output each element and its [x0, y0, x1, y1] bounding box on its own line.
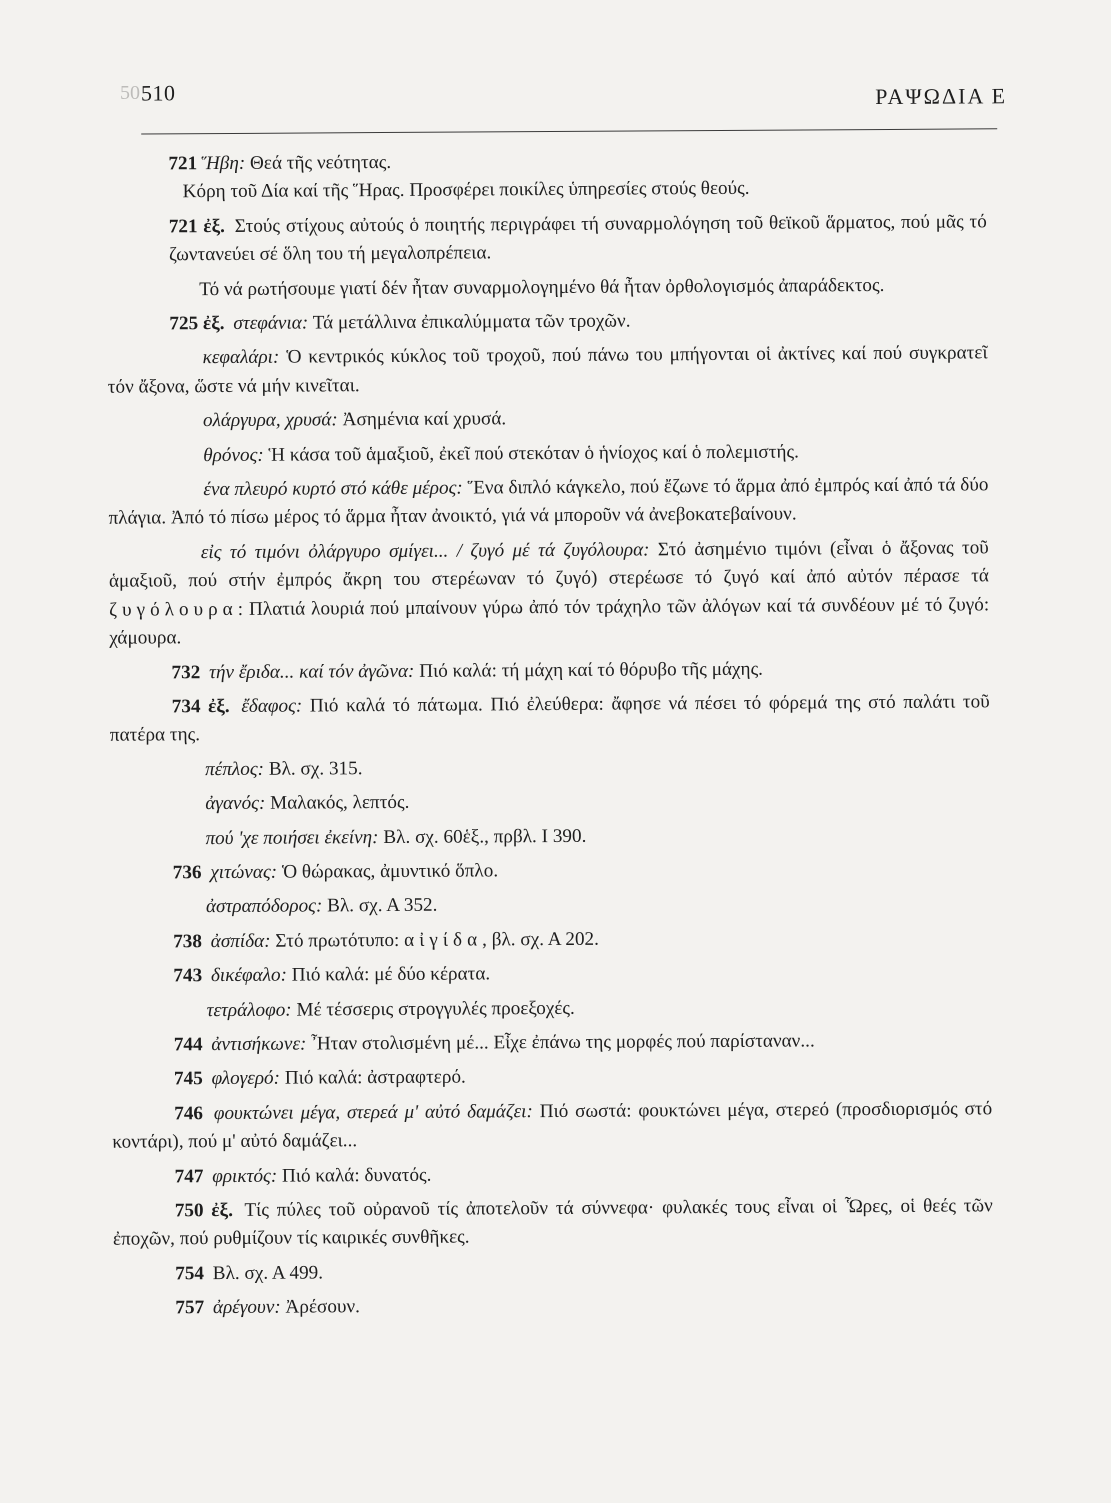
sub-note — [110, 820, 990, 854]
note-text: Ἀσημένια καί χρυσά. — [337, 408, 507, 431]
note-text: Στό πρωτότυπο: — [270, 929, 405, 952]
lemma-text: θρόνος: — [203, 444, 264, 466]
sub-note — [112, 992, 992, 1026]
page-number: 510 — [140, 80, 176, 106]
lemma-text: τήν ἔριδα... καί τόν ἀγῶνα: — [204, 660, 415, 683]
sub-note — [109, 534, 990, 653]
note-text: Ἦταν στολισμένη μέ... Εἶχε ἐπάνω της μορφές πού παρίσταναν... — [306, 1030, 815, 1055]
lemma-text: ἀσπίδα: — [205, 930, 271, 952]
line-number: 725 ἐξ. — [169, 313, 225, 335]
sub-note — [108, 340, 988, 402]
note-text: Ἡ κάσα τοῦ ἁμαξιοῦ, ἐκεῖ πού στεκόταν ὁ ἡνίοχος καί ὁ πολεμιστής. — [263, 441, 799, 466]
spaced-term: ζυγόλουρα — [109, 598, 238, 621]
note-text: Βλ. σχ. 315. — [263, 757, 363, 780]
note-entry — [106, 145, 986, 207]
note-text: Μαλακός, λεπτός. — [265, 792, 410, 814]
note-entry — [113, 1158, 993, 1192]
header-rule — [141, 128, 997, 134]
note-text: Μέ τέσσερις στρογγυλές προεξοχές. — [291, 997, 575, 1021]
note-entry — [113, 1290, 993, 1324]
lemma-text: ἀστραπόδορος: — [205, 895, 323, 918]
lemma-text: πού 'χε ποιήσει ἐκείνη: — [205, 826, 379, 849]
note-text: Ἕνα διπλό κάγκελο, πού ἔζωνε τό ἅρμα ἀπό ἐμπρός καί ἀπό τά δύο πλάγια. Ἀπό τό πίσω μέρος τό ἅρμα ἦταν ἀνοικτό, γιά νά μποροῦν νά ἀνεβοκατεβαίνουν. — [108, 474, 989, 530]
lemma-text: ἔδαφος: — [233, 695, 303, 717]
note-text: : Πλατιά λουριά πού μπαίνουν γύρω ἀπό τόν τράχηλο τῶν ἀλόγων καί τά συνδέουν μέ τό ζυγό: χάμουρα. — [109, 594, 990, 649]
lemma-text: ολάργυρα, χρυσά: — [202, 409, 338, 432]
spaced-term: αἰγίδα — [404, 929, 483, 951]
lemma-text: φουκτώνει μέγα, στερεά μ' αὐτό δαμάζει: — [206, 1100, 533, 1124]
lemma-text: φρικτός: — [207, 1165, 278, 1187]
lemma-text: Ἥβη: — [201, 152, 246, 175]
lemma-text: ἀντισήκωνε: — [206, 1033, 307, 1056]
lemma-text: στεφάνια: — [228, 312, 309, 335]
note-text: Θεά τῆς νεότητας. — [245, 151, 392, 174]
note-text: , βλ. σχ. Α 202. — [482, 928, 599, 951]
note-entry — [111, 923, 991, 957]
note-continuation: Κόρη τοῦ Δία καί τῆς Ἥρας. Προσφέρει ποικίλες ὑπηρεσίες στούς θεούς. — [182, 178, 750, 203]
lemma-text: κεφαλάρι: — [202, 347, 280, 369]
line-number: 732 — [171, 661, 201, 683]
note-text: Βλ. σχ. Α 352. — [322, 895, 438, 917]
line-number: 738 — [173, 930, 203, 953]
note-entry — [112, 1061, 992, 1095]
note-text: Πιό καλά: μέ δύο κέρατα. — [286, 963, 491, 986]
note-text: Βλ. σχ. Α 499. — [207, 1262, 324, 1284]
lemma-text: ἀρέγουν: — [208, 1296, 281, 1319]
running-head — [141, 75, 1007, 118]
note-entry — [111, 854, 991, 888]
lemma-text: χιτώνας: — [205, 861, 278, 884]
line-number: 745 — [173, 1068, 203, 1090]
note-entry — [110, 688, 990, 750]
commentary-notes — [106, 145, 993, 1329]
book-title: ΡΑΨΩΔΙΑ Ε — [875, 83, 1008, 110]
note-entry — [109, 654, 989, 688]
line-number: 757 — [175, 1297, 205, 1319]
lemma-text: φλογερό: — [206, 1068, 281, 1090]
line-number: 721 — [168, 153, 198, 175]
note-paragraph: Τό νά ρωτήσουμε γιατί δέν ἦταν συναρμολογημένο θά ἦταν ὀρθολογισμός ἀπαράδεκτος. — [199, 274, 885, 300]
note-entry — [111, 957, 991, 991]
note-text: Στούς στίχους αὐτούς ὁ ποιητής περιγράφει τή συναρμολόγηση τοῦ θεϊκοῦ ἅρματος, πού μᾶς τό ζωντανεύει σέ ὅλη του τή μεγαλοπρέπεια. — [168, 211, 987, 266]
note-text: Ἀρέσουν. — [280, 1296, 360, 1318]
note-text: Βλ. σχ. 60ἑξ., πρβλ. Ι 390. — [378, 825, 587, 848]
line-number: 734 ἐξ. — [171, 695, 230, 718]
line-number: 746 — [174, 1102, 204, 1125]
note-text: Στό ἀσημένιο τιμόνι (εἶναι ὁ ἄξονας τοῦ ἁμαξιοῦ, πού στήν ἐμπρός ἄκρη του στερέωναν τό ζυγό) στερέωσε τό ζυγό καί ἀπό αὐτόν πέρασε τά — [108, 537, 990, 593]
note-entry — [112, 1026, 992, 1060]
line-number: 754 — [175, 1262, 205, 1285]
note-text: Πιό σωστά: φουκτώνει μέγα, στερεό (προσδιορισμός στό κοντάρι), πού μ' αὐτό δαμάζει... — [112, 1098, 993, 1153]
line-number: 750 ἐξ. — [174, 1199, 234, 1222]
lemma-text: δικέφαλο: — [206, 964, 288, 987]
sub-note — [108, 403, 988, 437]
lemma-text: τετράλοφο: — [206, 999, 292, 1021]
note-text: Τά μετάλλινα ἐπικαλύμματα τῶν τροχῶν. — [308, 310, 631, 334]
note-entry — [107, 305, 987, 339]
sub-note — [110, 785, 990, 819]
note-text: Πιό καλά: τή μάχη καί τό θόρυβο τῆς μάχης. — [414, 658, 764, 682]
sub-note — [111, 889, 991, 923]
lemma-text: ἀγανός: — [205, 792, 266, 815]
line-number: 744 — [173, 1034, 203, 1056]
sub-note — [110, 751, 990, 785]
line-number: 721 ἐξ. — [168, 215, 226, 238]
line-number: 747 — [174, 1165, 204, 1187]
lemma-text: ένα πλευρό κυρτό στό κάθε μέρος: — [203, 477, 463, 501]
note-entry — [113, 1192, 993, 1254]
line-number: 736 — [172, 862, 202, 884]
lemma-text: πέπλος: — [205, 758, 265, 780]
note-text: Πιό καλά: δυνατός. — [277, 1164, 432, 1187]
lemma-text: εἰς τό τιμόνι ὀλάργυρο σμίγει... / ζυγό μέ τά ζυγόλουρα: — [200, 539, 650, 564]
note-entry — [107, 208, 987, 270]
line-number: 743 — [173, 965, 203, 987]
note-text: Ὁ κεντρικός κύκλος τοῦ τροχοῦ, πού πάνω του μπήγονται οἱ ἀκτίνες καί πού συγκρατεῖ τόν ἄξονα, ὥστε νά μήν κινεῖται. — [107, 342, 988, 398]
note-text: Ὁ θώρακας, ἀμυντικό ὅπλο. — [277, 860, 499, 883]
note-text: Πιό καλά τό πάτωμα. Πιό ἐλεύθερα: ἄφησε νά πέσει τό φόρεμά της στό παλάτι τοῦ πατέρα της. — [109, 691, 990, 747]
sub-note — [108, 437, 988, 471]
note-text: Τίς πύλες τοῦ οὐρανοῦ τίς ἀποτελοῦν τά σύννεφα· φυλακές τους εἶναι οἱ Ὧρες, οἱ θεές τῶν ἐποχῶν, πού ρυθμίζουν τίς καιρικές συνθῆκες. — [112, 1195, 993, 1251]
bleed-mark: 50 — [120, 82, 140, 104]
sub-note — [108, 471, 988, 533]
note-entry — [113, 1255, 993, 1289]
note-text: Πιό καλά: ἀστραφτερό. — [279, 1066, 466, 1090]
note-entry — [112, 1095, 992, 1157]
